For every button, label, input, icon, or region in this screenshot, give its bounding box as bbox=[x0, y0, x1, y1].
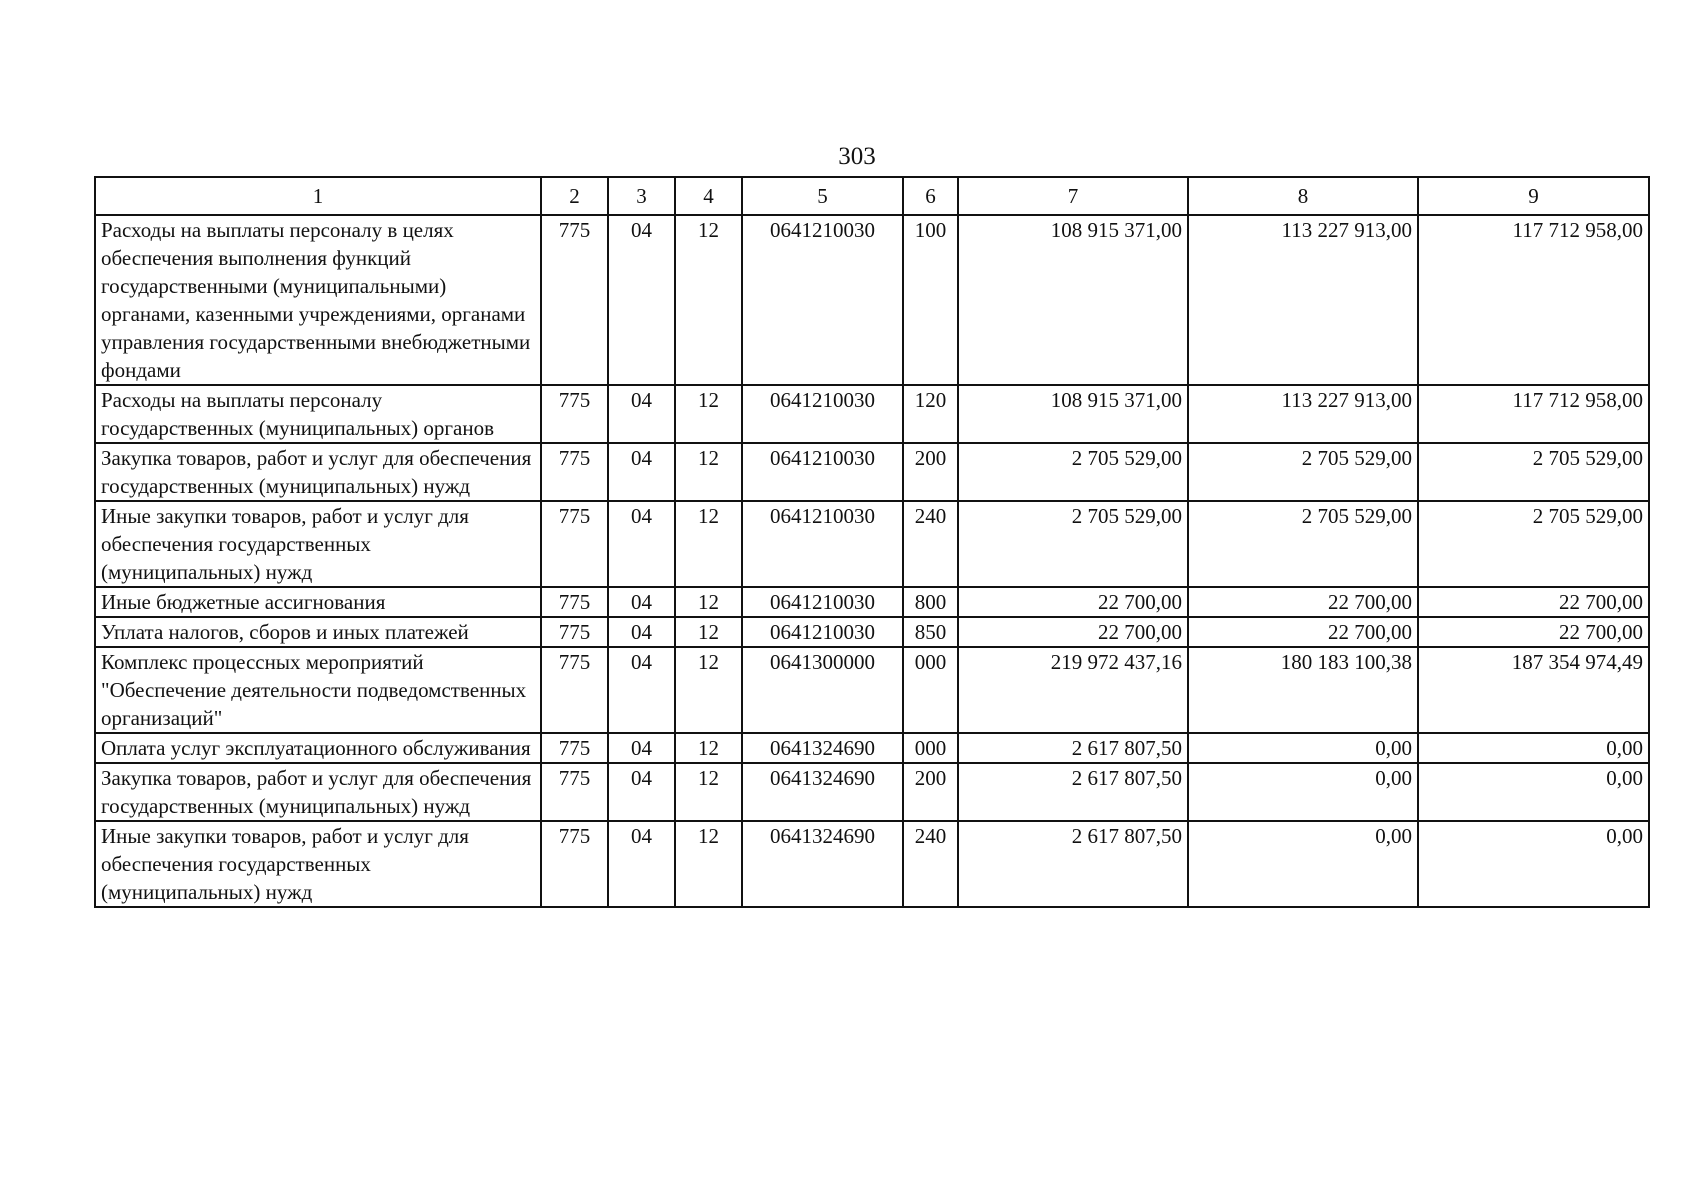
department-code-cell: 775 bbox=[541, 443, 608, 501]
expense-type-cell: 240 bbox=[903, 821, 958, 907]
expense-name-cell: Закупка товаров, работ и услуг для обеспечения государственных (муниципальных) нужд bbox=[95, 763, 541, 821]
amount-col9-cell: 0,00 bbox=[1418, 733, 1649, 763]
department-code-cell: 775 bbox=[541, 763, 608, 821]
table-row bbox=[95, 443, 1649, 501]
department-code-cell: 775 bbox=[541, 733, 608, 763]
department-code-cell: 775 bbox=[541, 501, 608, 587]
amount-col7-cell: 108 915 371,00 bbox=[958, 215, 1188, 385]
section-code-cell: 04 bbox=[608, 733, 675, 763]
header-cell: 9 bbox=[1418, 177, 1649, 215]
target-article-cell: 0641324690 bbox=[742, 763, 903, 821]
header-cell: 6 bbox=[903, 177, 958, 215]
target-article-cell: 0641210030 bbox=[742, 501, 903, 587]
subsection-code-cell: 12 bbox=[675, 443, 742, 501]
expense-type-cell: 240 bbox=[903, 501, 958, 587]
subsection-code-cell: 12 bbox=[675, 763, 742, 821]
target-article-cell: 0641324690 bbox=[742, 821, 903, 907]
expense-type-cell: 000 bbox=[903, 647, 958, 733]
subsection-code-cell: 12 bbox=[675, 385, 742, 443]
amount-col9-cell: 2 705 529,00 bbox=[1418, 443, 1649, 501]
amount-col7-cell: 22 700,00 bbox=[958, 617, 1188, 647]
expense-name-cell: Расходы на выплаты персоналу в целях обеспечения выполнения функций государственными (муниципальными) органами, казенными учреждениями, органами управления государственными внебюджетными фондами bbox=[95, 215, 541, 385]
subsection-code-cell: 12 bbox=[675, 215, 742, 385]
department-code-cell: 775 bbox=[541, 587, 608, 617]
expense-type-cell: 100 bbox=[903, 215, 958, 385]
amount-col8-cell: 180 183 100,38 bbox=[1188, 647, 1418, 733]
section-code-cell: 04 bbox=[608, 763, 675, 821]
department-code-cell: 775 bbox=[541, 821, 608, 907]
target-article-cell: 0641210030 bbox=[742, 443, 903, 501]
amount-col8-cell: 0,00 bbox=[1188, 821, 1418, 907]
section-code-cell: 04 bbox=[608, 587, 675, 617]
expense-name-cell: Уплата налогов, сборов и иных платежей bbox=[95, 617, 541, 647]
amount-col7-cell: 2 705 529,00 bbox=[958, 501, 1188, 587]
target-article-cell: 0641210030 bbox=[742, 215, 903, 385]
amount-col9-cell: 22 700,00 bbox=[1418, 587, 1649, 617]
amount-col9-cell: 2 705 529,00 bbox=[1418, 501, 1649, 587]
expense-name-cell: Оплата услуг эксплуатационного обслуживания bbox=[95, 733, 541, 763]
target-article-cell: 0641210030 bbox=[742, 617, 903, 647]
table-row bbox=[95, 647, 1649, 733]
expense-type-cell: 120 bbox=[903, 385, 958, 443]
target-article-cell: 0641210030 bbox=[742, 385, 903, 443]
subsection-code-cell: 12 bbox=[675, 733, 742, 763]
amount-col7-cell: 219 972 437,16 bbox=[958, 647, 1188, 733]
budget-table bbox=[94, 176, 1650, 908]
section-code-cell: 04 bbox=[608, 443, 675, 501]
target-article-cell: 0641300000 bbox=[742, 647, 903, 733]
amount-col8-cell: 22 700,00 bbox=[1188, 587, 1418, 617]
table-row bbox=[95, 587, 1649, 617]
header-cell: 1 bbox=[95, 177, 541, 215]
subsection-code-cell: 12 bbox=[675, 617, 742, 647]
header-cell: 3 bbox=[608, 177, 675, 215]
expense-type-cell: 200 bbox=[903, 443, 958, 501]
amount-col9-cell: 187 354 974,49 bbox=[1418, 647, 1649, 733]
amount-col9-cell: 0,00 bbox=[1418, 821, 1649, 907]
header-cell: 2 bbox=[541, 177, 608, 215]
section-code-cell: 04 bbox=[608, 617, 675, 647]
table-row bbox=[95, 215, 1649, 385]
amount-col8-cell: 22 700,00 bbox=[1188, 617, 1418, 647]
section-code-cell: 04 bbox=[608, 385, 675, 443]
header-cell: 5 bbox=[742, 177, 903, 215]
header-cell: 4 bbox=[675, 177, 742, 215]
expense-type-cell: 850 bbox=[903, 617, 958, 647]
section-code-cell: 04 bbox=[608, 821, 675, 907]
table-header bbox=[95, 177, 1649, 215]
table-body bbox=[95, 215, 1649, 907]
department-code-cell: 775 bbox=[541, 617, 608, 647]
expense-type-cell: 200 bbox=[903, 763, 958, 821]
expense-name-cell: Иные закупки товаров, работ и услуг для обеспечения государственных (муниципальных) нужд bbox=[95, 501, 541, 587]
section-code-cell: 04 bbox=[608, 501, 675, 587]
table-row bbox=[95, 385, 1649, 443]
expense-name-cell: Закупка товаров, работ и услуг для обеспечения государственных (муниципальных) нужд bbox=[95, 443, 541, 501]
target-article-cell: 0641324690 bbox=[742, 733, 903, 763]
amount-col8-cell: 2 705 529,00 bbox=[1188, 443, 1418, 501]
subsection-code-cell: 12 bbox=[675, 587, 742, 617]
amount-col7-cell: 2 617 807,50 bbox=[958, 733, 1188, 763]
expense-type-cell: 800 bbox=[903, 587, 958, 617]
target-article-cell: 0641210030 bbox=[742, 587, 903, 617]
amount-col7-cell: 2 617 807,50 bbox=[958, 763, 1188, 821]
expense-name-cell: Иные бюджетные ассигнования bbox=[95, 587, 541, 617]
amount-col7-cell: 22 700,00 bbox=[958, 587, 1188, 617]
amount-col8-cell: 113 227 913,00 bbox=[1188, 215, 1418, 385]
table-row bbox=[95, 821, 1649, 907]
section-code-cell: 04 bbox=[608, 647, 675, 733]
table-row bbox=[95, 733, 1649, 763]
expense-name-cell: Комплекс процессных мероприятий "Обеспечение деятельности подведомственных организаций" bbox=[95, 647, 541, 733]
subsection-code-cell: 12 bbox=[675, 647, 742, 733]
amount-col7-cell: 2 617 807,50 bbox=[958, 821, 1188, 907]
amount-col8-cell: 0,00 bbox=[1188, 733, 1418, 763]
amount-col7-cell: 2 705 529,00 bbox=[958, 443, 1188, 501]
table-row bbox=[95, 617, 1649, 647]
header-row bbox=[95, 177, 1649, 215]
expense-name-cell: Расходы на выплаты персоналу государственных (муниципальных) органов bbox=[95, 385, 541, 443]
section-code-cell: 04 bbox=[608, 215, 675, 385]
amount-col8-cell: 113 227 913,00 bbox=[1188, 385, 1418, 443]
amount-col8-cell: 2 705 529,00 bbox=[1188, 501, 1418, 587]
subsection-code-cell: 12 bbox=[675, 501, 742, 587]
header-cell: 8 bbox=[1188, 177, 1418, 215]
amount-col9-cell: 117 712 958,00 bbox=[1418, 215, 1649, 385]
amount-col9-cell: 117 712 958,00 bbox=[1418, 385, 1649, 443]
expense-name-cell: Иные закупки товаров, работ и услуг для обеспечения государственных (муниципальных) нужд bbox=[95, 821, 541, 907]
page-number: 303 bbox=[838, 143, 876, 170]
amount-col9-cell: 22 700,00 bbox=[1418, 617, 1649, 647]
header-cell: 7 bbox=[958, 177, 1188, 215]
subsection-code-cell: 12 bbox=[675, 821, 742, 907]
table-row bbox=[95, 501, 1649, 587]
amount-col7-cell: 108 915 371,00 bbox=[958, 385, 1188, 443]
expense-type-cell: 000 bbox=[903, 733, 958, 763]
department-code-cell: 775 bbox=[541, 647, 608, 733]
amount-col8-cell: 0,00 bbox=[1188, 763, 1418, 821]
department-code-cell: 775 bbox=[541, 385, 608, 443]
amount-col9-cell: 0,00 bbox=[1418, 763, 1649, 821]
table-row bbox=[95, 763, 1649, 821]
department-code-cell: 775 bbox=[541, 215, 608, 385]
